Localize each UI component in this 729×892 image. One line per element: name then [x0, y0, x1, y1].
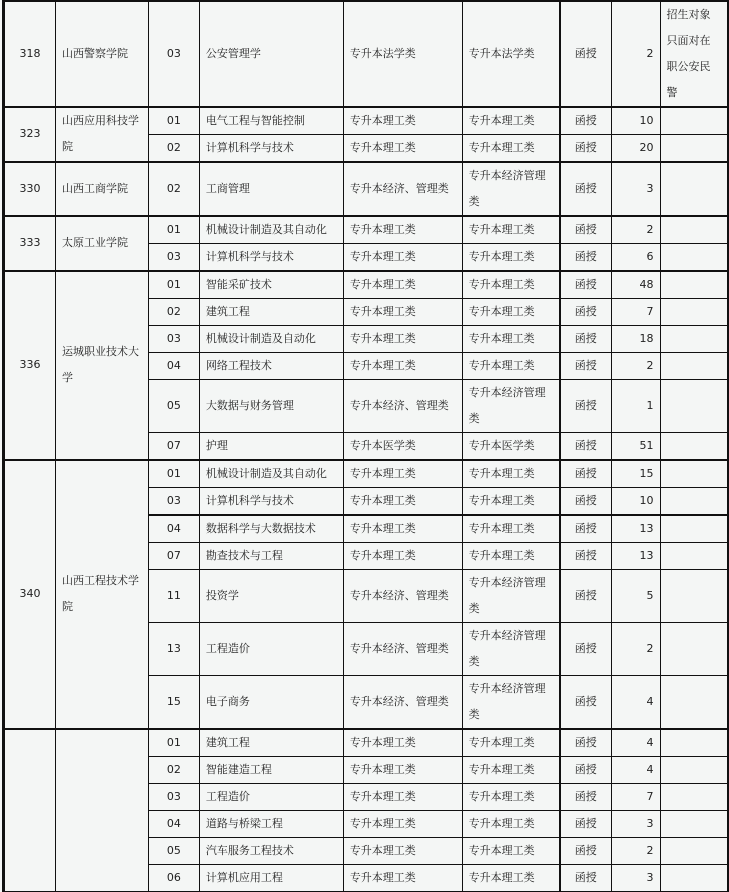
study-mode-cell: 函授: [560, 432, 611, 460]
major-name-cell: 汽车服务工程技术: [199, 837, 343, 864]
major-name-cell: 工程造价: [199, 622, 343, 675]
major-code-cell: 03: [148, 783, 199, 810]
note-cell: [660, 107, 728, 135]
note-cell: [660, 783, 728, 810]
major-code-cell: 02: [148, 756, 199, 783]
study-mode-cell: 函授: [560, 810, 611, 837]
major-code-cell: 03: [148, 325, 199, 352]
study-mode-cell: 函授: [560, 216, 611, 244]
major-code-cell: 01: [148, 271, 199, 299]
major-name-cell: 机械设计制造及其自动化: [199, 460, 343, 488]
study-mode-cell: 函授: [560, 783, 611, 810]
exam-category-cell: 专升本经济、管理类: [343, 379, 462, 432]
note-cell: [660, 432, 728, 460]
admission-category-cell: 专升本经济管理类: [462, 675, 560, 729]
admission-category-cell: 专升本法学类: [462, 1, 560, 107]
table-row: [4, 107, 729, 135]
school-code-cell: 340: [4, 460, 56, 729]
exam-category-cell: 专升本理工类: [343, 756, 462, 783]
admission-category-cell: 专升本经济管理类: [462, 569, 560, 622]
exam-category-cell: 专升本理工类: [343, 864, 462, 891]
major-code-cell: 04: [148, 352, 199, 379]
table-row: [4, 460, 729, 488]
school-code-cell: 330: [4, 162, 56, 216]
major-name-cell: 计算机科学与技术: [199, 134, 343, 162]
exam-category-cell: 专升本理工类: [343, 460, 462, 488]
note-cell: [660, 756, 728, 783]
major-name-cell: 护理: [199, 432, 343, 460]
note-cell: [660, 515, 728, 543]
admission-category-cell: 专升本经济管理类: [462, 622, 560, 675]
enrollment-count-cell: 13: [611, 515, 660, 543]
enrollment-count-cell: 2: [611, 352, 660, 379]
admission-category-cell: 专升本理工类: [462, 298, 560, 325]
note-cell: [660, 216, 728, 244]
major-code-cell: 13: [148, 622, 199, 675]
note-cell: [660, 569, 728, 622]
admission-category-cell: 专升本医学类: [462, 432, 560, 460]
major-code-cell: 01: [148, 107, 199, 135]
major-name-cell: 机械设计制造及自动化: [199, 325, 343, 352]
major-code-cell: 02: [148, 162, 199, 216]
note-cell: [660, 162, 728, 216]
study-mode-cell: 函授: [560, 1, 611, 107]
enrollment-table: [2, 0, 729, 892]
school-name-cell: 山西工程技术学院: [55, 460, 148, 729]
major-code-cell: 04: [148, 810, 199, 837]
exam-category-cell: 专升本理工类: [343, 298, 462, 325]
enrollment-count-cell: 7: [611, 298, 660, 325]
note-cell: [660, 622, 728, 675]
note-cell: [660, 134, 728, 162]
major-name-cell: 电子商务: [199, 675, 343, 729]
enrollment-count-cell: 13: [611, 542, 660, 569]
exam-category-cell: 专升本理工类: [343, 837, 462, 864]
major-name-cell: 大数据与财务管理: [199, 379, 343, 432]
major-name-cell: 智能采矿技术: [199, 271, 343, 299]
enrollment-count-cell: 2: [611, 837, 660, 864]
enrollment-count-cell: 3: [611, 162, 660, 216]
school-code-cell: 323: [4, 107, 56, 162]
study-mode-cell: 函授: [560, 756, 611, 783]
enrollment-count-cell: 6: [611, 243, 660, 271]
enrollment-count-cell: 48: [611, 271, 660, 299]
enrollment-count-cell: 2: [611, 1, 660, 107]
study-mode-cell: 函授: [560, 325, 611, 352]
exam-category-cell: 专升本理工类: [343, 352, 462, 379]
major-name-cell: 工商管理: [199, 162, 343, 216]
school-name-cell: 山西应用科技学院: [55, 107, 148, 162]
note-cell: [660, 837, 728, 864]
admission-category-cell: 专升本理工类: [462, 216, 560, 244]
major-code-cell: 02: [148, 298, 199, 325]
school-name-cell: 山西警察学院: [55, 1, 148, 107]
enrollment-count-cell: 4: [611, 729, 660, 757]
note-cell: [660, 675, 728, 729]
school-code-cell: 318: [4, 1, 56, 107]
major-name-cell: 建筑工程: [199, 298, 343, 325]
table-row: [4, 162, 729, 216]
admission-category-cell: 专升本理工类: [462, 352, 560, 379]
enrollment-count-cell: 4: [611, 756, 660, 783]
major-name-cell: 建筑工程: [199, 729, 343, 757]
study-mode-cell: 函授: [560, 487, 611, 515]
table-row: [4, 216, 729, 244]
school-name-cell: 运城职业技术大学: [55, 271, 148, 460]
school-name-cell: 山西工商学院: [55, 162, 148, 216]
note-cell: [660, 271, 728, 299]
admission-category-cell: 专升本理工类: [462, 460, 560, 488]
note-cell: [660, 379, 728, 432]
note-cell: [660, 729, 728, 757]
note-cell: [660, 325, 728, 352]
note-cell: [660, 243, 728, 271]
major-name-cell: 机械设计制造及其自动化: [199, 216, 343, 244]
major-name-cell: 数据科学与大数据技术: [199, 515, 343, 543]
enrollment-count-cell: 7: [611, 783, 660, 810]
note-cell: [660, 487, 728, 515]
major-code-cell: 11: [148, 569, 199, 622]
major-name-cell: 计算机科学与技术: [199, 487, 343, 515]
exam-category-cell: 专升本法学类: [343, 1, 462, 107]
study-mode-cell: 函授: [560, 515, 611, 543]
table-row: [4, 729, 729, 757]
enrollment-count-cell: 10: [611, 107, 660, 135]
table-row: [4, 271, 729, 299]
study-mode-cell: 函授: [560, 243, 611, 271]
note-cell: 招生对象只面对在职公安民警: [660, 1, 728, 107]
exam-category-cell: 专升本经济、管理类: [343, 622, 462, 675]
admission-category-cell: 专升本理工类: [462, 243, 560, 271]
admission-category-cell: 专升本理工类: [462, 325, 560, 352]
major-code-cell: 01: [148, 216, 199, 244]
school-code-cell: 333: [4, 216, 56, 271]
admission-category-cell: 专升本经济管理类: [462, 162, 560, 216]
note-cell: [660, 460, 728, 488]
note-cell: [660, 864, 728, 891]
study-mode-cell: 函授: [560, 729, 611, 757]
major-name-cell: 工程造价: [199, 783, 343, 810]
note-cell: [660, 298, 728, 325]
admission-category-cell: 专升本理工类: [462, 756, 560, 783]
exam-category-cell: 专升本理工类: [343, 487, 462, 515]
major-name-cell: 勘查技术与工程: [199, 542, 343, 569]
exam-category-cell: 专升本理工类: [343, 783, 462, 810]
enrollment-count-cell: 10: [611, 487, 660, 515]
admission-category-cell: 专升本理工类: [462, 107, 560, 135]
study-mode-cell: 函授: [560, 569, 611, 622]
enrollment-count-cell: 2: [611, 622, 660, 675]
major-code-cell: 03: [148, 1, 199, 107]
major-name-cell: 网络工程技术: [199, 352, 343, 379]
exam-category-cell: 专升本理工类: [343, 271, 462, 299]
enrollment-count-cell: 3: [611, 864, 660, 891]
exam-category-cell: 专升本经济、管理类: [343, 162, 462, 216]
study-mode-cell: 函授: [560, 460, 611, 488]
school-name-cell: [55, 729, 148, 892]
admission-category-cell: 专升本理工类: [462, 837, 560, 864]
major-name-cell: 投资学: [199, 569, 343, 622]
exam-category-cell: 专升本理工类: [343, 729, 462, 757]
major-code-cell: 02: [148, 134, 199, 162]
major-name-cell: 电气工程与智能控制: [199, 107, 343, 135]
exam-category-cell: 专升本医学类: [343, 432, 462, 460]
admission-category-cell: 专升本理工类: [462, 810, 560, 837]
study-mode-cell: 函授: [560, 271, 611, 299]
study-mode-cell: 函授: [560, 675, 611, 729]
enrollment-count-cell: 2: [611, 216, 660, 244]
major-code-cell: 04: [148, 515, 199, 543]
study-mode-cell: 函授: [560, 162, 611, 216]
enrollment-count-cell: 1: [611, 379, 660, 432]
exam-category-cell: 专升本理工类: [343, 325, 462, 352]
admission-category-cell: 专升本理工类: [462, 271, 560, 299]
major-code-cell: 01: [148, 729, 199, 757]
admission-category-cell: 专升本理工类: [462, 729, 560, 757]
study-mode-cell: 函授: [560, 352, 611, 379]
major-code-cell: 15: [148, 675, 199, 729]
admission-category-cell: 专升本理工类: [462, 783, 560, 810]
note-cell: [660, 352, 728, 379]
major-code-cell: 05: [148, 837, 199, 864]
enrollment-count-cell: 3: [611, 810, 660, 837]
enrollment-count-cell: 15: [611, 460, 660, 488]
admission-category-cell: 专升本理工类: [462, 542, 560, 569]
exam-category-cell: 专升本理工类: [343, 542, 462, 569]
exam-category-cell: 专升本理工类: [343, 216, 462, 244]
major-name-cell: 计算机科学与技术: [199, 243, 343, 271]
major-code-cell: 05: [148, 379, 199, 432]
exam-category-cell: 专升本经济、管理类: [343, 569, 462, 622]
exam-category-cell: 专升本理工类: [343, 243, 462, 271]
admission-category-cell: 专升本理工类: [462, 864, 560, 891]
enrollment-count-cell: 20: [611, 134, 660, 162]
enrollment-count-cell: 18: [611, 325, 660, 352]
major-name-cell: 公安管理学: [199, 1, 343, 107]
admission-category-cell: 专升本理工类: [462, 134, 560, 162]
study-mode-cell: 函授: [560, 864, 611, 891]
enrollment-count-cell: 5: [611, 569, 660, 622]
major-code-cell: 07: [148, 542, 199, 569]
exam-category-cell: 专升本理工类: [343, 134, 462, 162]
enrollment-count-cell: 51: [611, 432, 660, 460]
study-mode-cell: 函授: [560, 134, 611, 162]
study-mode-cell: 函授: [560, 379, 611, 432]
major-name-cell: 道路与桥梁工程: [199, 810, 343, 837]
study-mode-cell: 函授: [560, 542, 611, 569]
major-code-cell: 01: [148, 460, 199, 488]
study-mode-cell: 函授: [560, 298, 611, 325]
major-name-cell: 计算机应用工程: [199, 864, 343, 891]
note-cell: [660, 542, 728, 569]
note-cell: [660, 810, 728, 837]
major-name-cell: 智能建造工程: [199, 756, 343, 783]
admission-category-cell: 专升本理工类: [462, 487, 560, 515]
school-code-cell: 336: [4, 271, 56, 460]
exam-category-cell: 专升本经济、管理类: [343, 675, 462, 729]
major-code-cell: 07: [148, 432, 199, 460]
major-code-cell: 06: [148, 864, 199, 891]
study-mode-cell: 函授: [560, 837, 611, 864]
admission-category-cell: 专升本理工类: [462, 515, 560, 543]
exam-category-cell: 专升本理工类: [343, 107, 462, 135]
table-row: [4, 1, 729, 107]
major-code-cell: 03: [148, 487, 199, 515]
exam-category-cell: 专升本理工类: [343, 515, 462, 543]
major-code-cell: 03: [148, 243, 199, 271]
enrollment-count-cell: 4: [611, 675, 660, 729]
school-code-cell: [4, 729, 56, 892]
study-mode-cell: 函授: [560, 107, 611, 135]
exam-category-cell: 专升本理工类: [343, 810, 462, 837]
school-name-cell: 太原工业学院: [55, 216, 148, 271]
study-mode-cell: 函授: [560, 622, 611, 675]
admission-category-cell: 专升本经济管理类: [462, 379, 560, 432]
